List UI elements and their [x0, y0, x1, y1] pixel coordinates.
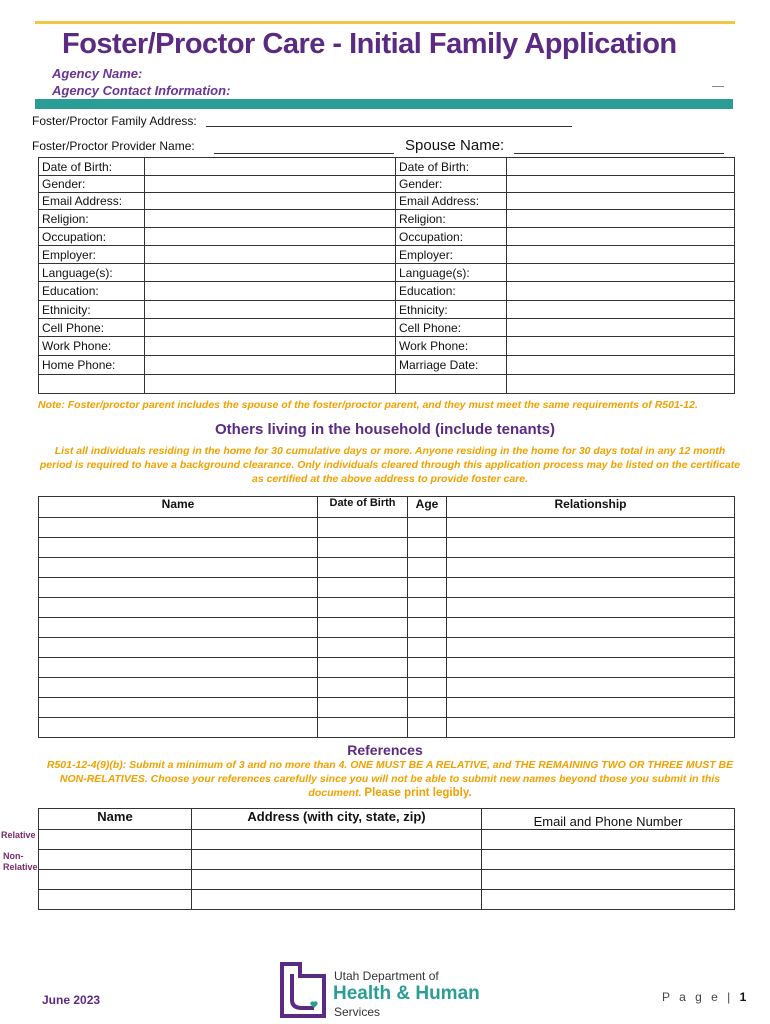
- reference-address-cell[interactable]: [192, 830, 482, 850]
- household-age-cell[interactable]: [408, 658, 447, 678]
- household-row: [39, 518, 735, 538]
- page-number: 1: [739, 990, 747, 1004]
- provider-name-label: Foster/Proctor Provider Name:: [32, 139, 195, 153]
- spouse-requirement-note: Note: Foster/proctor parent includes the spouse of the foster/proctor parent, and they must meet the same requirements of R501-12.: [38, 399, 698, 411]
- household-dob-cell[interactable]: [318, 638, 408, 658]
- reference-row: [39, 870, 735, 890]
- spouse-field-value[interactable]: [507, 228, 735, 246]
- household-age-cell[interactable]: [408, 598, 447, 618]
- household-age-cell[interactable]: [408, 518, 447, 538]
- household-col-dob: Date of Birth: [318, 497, 408, 518]
- reference-contact-cell[interactable]: [482, 830, 735, 850]
- spouse-field-label: Occupation:: [396, 228, 507, 246]
- provider-field-label: Ethnicity:: [39, 301, 145, 319]
- household-col-relationship: Relationship: [447, 497, 735, 518]
- household-row: [39, 578, 735, 598]
- provider-field-value[interactable]: [145, 375, 396, 394]
- org-line-2: Health & Human: [333, 983, 480, 1004]
- provider-field-value[interactable]: [145, 193, 396, 210]
- spouse-field-value[interactable]: [507, 246, 735, 264]
- page-title: Foster/Proctor Care - Initial Family Application: [62, 28, 677, 60]
- household-name-cell[interactable]: [39, 718, 318, 738]
- spouse-field-label: Education:: [396, 282, 507, 301]
- references-header-row: [39, 809, 735, 830]
- household-row: [39, 638, 735, 658]
- household-name-cell[interactable]: [39, 638, 318, 658]
- provider-field-label: Gender:: [39, 176, 145, 193]
- spouse-name-label: Spouse Name:: [405, 137, 505, 154]
- household-dob-cell[interactable]: [318, 558, 408, 578]
- household-relationship-cell[interactable]: [447, 598, 735, 618]
- spouse-field-value[interactable]: [507, 176, 735, 193]
- references-col-name: Name: [39, 809, 192, 830]
- household-age-cell[interactable]: [408, 698, 447, 718]
- household-instructions-line-1: List all individuals residing in the home for 30 cumulative days or more. Anyone residing in the home for 30 days total in any 12 month: [54, 445, 726, 457]
- household-name-cell[interactable]: [39, 518, 318, 538]
- info-row: [39, 158, 735, 176]
- household-age-cell[interactable]: [408, 578, 447, 598]
- reference-name-cell[interactable]: [39, 870, 192, 890]
- family-address-field[interactable]: [206, 126, 572, 127]
- reference-contact-cell[interactable]: [482, 850, 735, 870]
- provider-field-label: Occupation:: [39, 228, 145, 246]
- print-legibly-text: Please print legibly.: [364, 787, 472, 799]
- reference-row: [39, 890, 735, 910]
- info-row: [39, 176, 735, 193]
- spouse-field-label: Date of Birth:: [396, 158, 507, 176]
- spouse-field-value[interactable]: [507, 319, 735, 337]
- provider-field-label: Email Address:: [39, 193, 145, 210]
- spouse-field-value[interactable]: [507, 210, 735, 228]
- spouse-field-label: Email Address:: [396, 193, 507, 210]
- reference-contact-cell[interactable]: [482, 890, 735, 910]
- page-indicator: P a g e | 1: [662, 990, 747, 1004]
- household-dob-cell[interactable]: [318, 598, 408, 618]
- household-relationship-cell[interactable]: [447, 618, 735, 638]
- household-dob-cell[interactable]: [318, 578, 408, 598]
- household-dob-cell[interactable]: [318, 618, 408, 638]
- provider-field-value[interactable]: [145, 337, 396, 356]
- household-row: [39, 618, 735, 638]
- household-row: [39, 658, 735, 678]
- non-relative-label-line-1: Non-: [3, 851, 24, 861]
- provider-field-label: Education:: [39, 282, 145, 301]
- household-col-age: Age: [408, 497, 447, 518]
- provider-field-label: Home Phone:: [39, 356, 145, 375]
- spouse-field-value[interactable]: [507, 356, 735, 375]
- provider-field-value[interactable]: [145, 158, 396, 176]
- household-table: [38, 496, 735, 738]
- provider-field-label: [39, 375, 145, 394]
- provider-field-value[interactable]: [145, 356, 396, 375]
- household-dob-cell[interactable]: [318, 718, 408, 738]
- household-relationship-cell[interactable]: [447, 578, 735, 598]
- household-relationship-cell[interactable]: [447, 718, 735, 738]
- references-col-address: Address (with city, state, zip): [192, 809, 482, 830]
- spouse-field-label: Gender:: [396, 176, 507, 193]
- agency-contact-label: Agency Contact Information:: [52, 83, 231, 98]
- household-col-name: Name: [39, 497, 318, 518]
- household-relationship-cell[interactable]: [447, 698, 735, 718]
- household-name-cell[interactable]: [39, 618, 318, 638]
- household-name-cell[interactable]: [39, 558, 318, 578]
- household-instructions-line-3: as certified at the above address to provide foster care.: [251, 473, 528, 485]
- provider-field-label: Language(s):: [39, 264, 145, 282]
- provider-field-value[interactable]: [145, 319, 396, 337]
- spouse-field-value[interactable]: [507, 337, 735, 356]
- provider-field-value[interactable]: [145, 228, 396, 246]
- household-relationship-cell[interactable]: [447, 558, 735, 578]
- household-row: [39, 678, 735, 698]
- household-instructions-line-2: period is required to have a background clearance. Only individuals cleared through this application process may be listed on the certificate: [39, 459, 741, 471]
- provider-name-field[interactable]: [214, 153, 394, 154]
- spouse-field-value[interactable]: [507, 158, 735, 176]
- reference-name-cell[interactable]: [39, 830, 192, 850]
- reference-address-cell[interactable]: [192, 850, 482, 870]
- references-instructions-line-3: [30, 786, 750, 800]
- reference-address-cell[interactable]: [192, 890, 482, 910]
- household-relationship-cell[interactable]: [447, 538, 735, 558]
- household-relationship-cell[interactable]: [447, 658, 735, 678]
- non-relative-label-line-2: Relative: [3, 862, 38, 872]
- spouse-field-label: Religion:: [396, 210, 507, 228]
- info-row: [39, 319, 735, 337]
- provider-field-value[interactable]: [145, 246, 396, 264]
- provider-field-label: Work Phone:: [39, 337, 145, 356]
- reference-name-cell[interactable]: [39, 850, 192, 870]
- provider-field-label: Cell Phone:: [39, 319, 145, 337]
- household-header-row: [39, 497, 735, 518]
- spouse-field-label: Work Phone:: [396, 337, 507, 356]
- info-row: [39, 375, 735, 394]
- spouse-field-label: [396, 375, 507, 394]
- info-row: [39, 246, 735, 264]
- household-instructions: [30, 444, 750, 486]
- org-line-1: Utah Department of: [334, 969, 439, 983]
- household-dob-cell[interactable]: [318, 518, 408, 538]
- household-name-cell[interactable]: [39, 678, 318, 698]
- info-row: [39, 210, 735, 228]
- spouse-field-label: Marriage Date:: [396, 356, 507, 375]
- household-relationship-cell[interactable]: [447, 638, 735, 658]
- provider-field-value[interactable]: [145, 264, 396, 282]
- family-address-label: Foster/Proctor Family Address:: [32, 114, 197, 128]
- household-relationship-cell[interactable]: [447, 678, 735, 698]
- household-dob-cell[interactable]: [318, 698, 408, 718]
- references-col-contact: Email and Phone Number: [482, 809, 735, 830]
- org-line-3: Services: [334, 1005, 381, 1019]
- provider-field-label: Employer:: [39, 246, 145, 264]
- household-name-cell[interactable]: [39, 698, 318, 718]
- page-label: P a g e: [662, 990, 721, 1004]
- household-age-cell[interactable]: [408, 718, 447, 738]
- household-age-cell[interactable]: [408, 558, 447, 578]
- provider-field-label: Religion:: [39, 210, 145, 228]
- reference-row: [39, 830, 735, 850]
- spouse-field-value[interactable]: [507, 264, 735, 282]
- references-title: References: [347, 742, 423, 758]
- household-relationship-cell[interactable]: [447, 518, 735, 538]
- spouse-field-label: Cell Phone:: [396, 319, 507, 337]
- info-row: [39, 301, 735, 319]
- references-instructions-line-1: R501-12-4(9)(b): Submit a minimum of 3 and no more than 4. ONE MUST BE A RELATIVE, and THE REMAINING TWO OR THREE MUST BE: [46, 759, 734, 771]
- info-row: [39, 356, 735, 375]
- household-row: [39, 538, 735, 558]
- header-dash: [712, 86, 724, 87]
- household-age-cell[interactable]: [408, 618, 447, 638]
- utah-state-icon: [280, 962, 328, 1018]
- household-row: [39, 698, 735, 718]
- spouse-field-label: Employer:: [396, 246, 507, 264]
- household-row: [39, 558, 735, 578]
- reference-row: [39, 850, 735, 870]
- agency-name-label: Agency Name:: [52, 66, 143, 81]
- reference-name-cell[interactable]: [39, 890, 192, 910]
- household-dob-cell[interactable]: [318, 678, 408, 698]
- info-row: [39, 282, 735, 301]
- provider-field-value[interactable]: [145, 210, 396, 228]
- references-instructions-line-2: NON-RELATIVES. Choose your references carefully since you will not be able to submit new names beyond those you submit in this: [59, 773, 721, 785]
- household-row: [39, 718, 735, 738]
- info-row: [39, 337, 735, 356]
- reference-contact-cell[interactable]: [482, 870, 735, 890]
- info-row: [39, 264, 735, 282]
- household-name-cell[interactable]: [39, 658, 318, 678]
- footer-date: June 2023: [42, 993, 101, 1007]
- provider-field-label: Date of Birth:: [39, 158, 145, 176]
- household-name-cell[interactable]: [39, 538, 318, 558]
- reference-address-cell[interactable]: [192, 870, 482, 890]
- references-table: [38, 808, 735, 910]
- household-row: [39, 598, 735, 618]
- info-row: [39, 193, 735, 210]
- household-title: Others living in the household (include tenants): [214, 421, 556, 438]
- household-name-cell[interactable]: [39, 598, 318, 618]
- spouse-field-value[interactable]: [507, 193, 735, 210]
- household-age-cell[interactable]: [408, 638, 447, 658]
- spouse-field-label: Language(s):: [396, 264, 507, 282]
- spouse-name-field[interactable]: [514, 153, 724, 154]
- provider-field-value[interactable]: [145, 282, 396, 301]
- spouse-field-label: Ethnicity:: [396, 301, 507, 319]
- spouse-field-value[interactable]: [507, 301, 735, 319]
- references-document-text: document.: [308, 787, 362, 799]
- references-instructions: [30, 758, 750, 800]
- top-rule: [35, 21, 735, 24]
- provider-field-value[interactable]: [145, 301, 396, 319]
- dhhs-logo: [280, 962, 510, 1018]
- provider-field-value[interactable]: [145, 176, 396, 193]
- relative-row-label: Relative: [1, 830, 36, 840]
- household-dob-cell[interactable]: [318, 658, 408, 678]
- household-age-cell[interactable]: [408, 678, 447, 698]
- household-name-cell[interactable]: [39, 578, 318, 598]
- header-bar: [35, 99, 733, 109]
- applicant-info-table: [38, 157, 735, 394]
- household-dob-cell[interactable]: [318, 538, 408, 558]
- household-age-cell[interactable]: [408, 538, 447, 558]
- info-row: [39, 228, 735, 246]
- spouse-field-value[interactable]: [507, 282, 735, 301]
- spouse-field-value[interactable]: [507, 375, 735, 394]
